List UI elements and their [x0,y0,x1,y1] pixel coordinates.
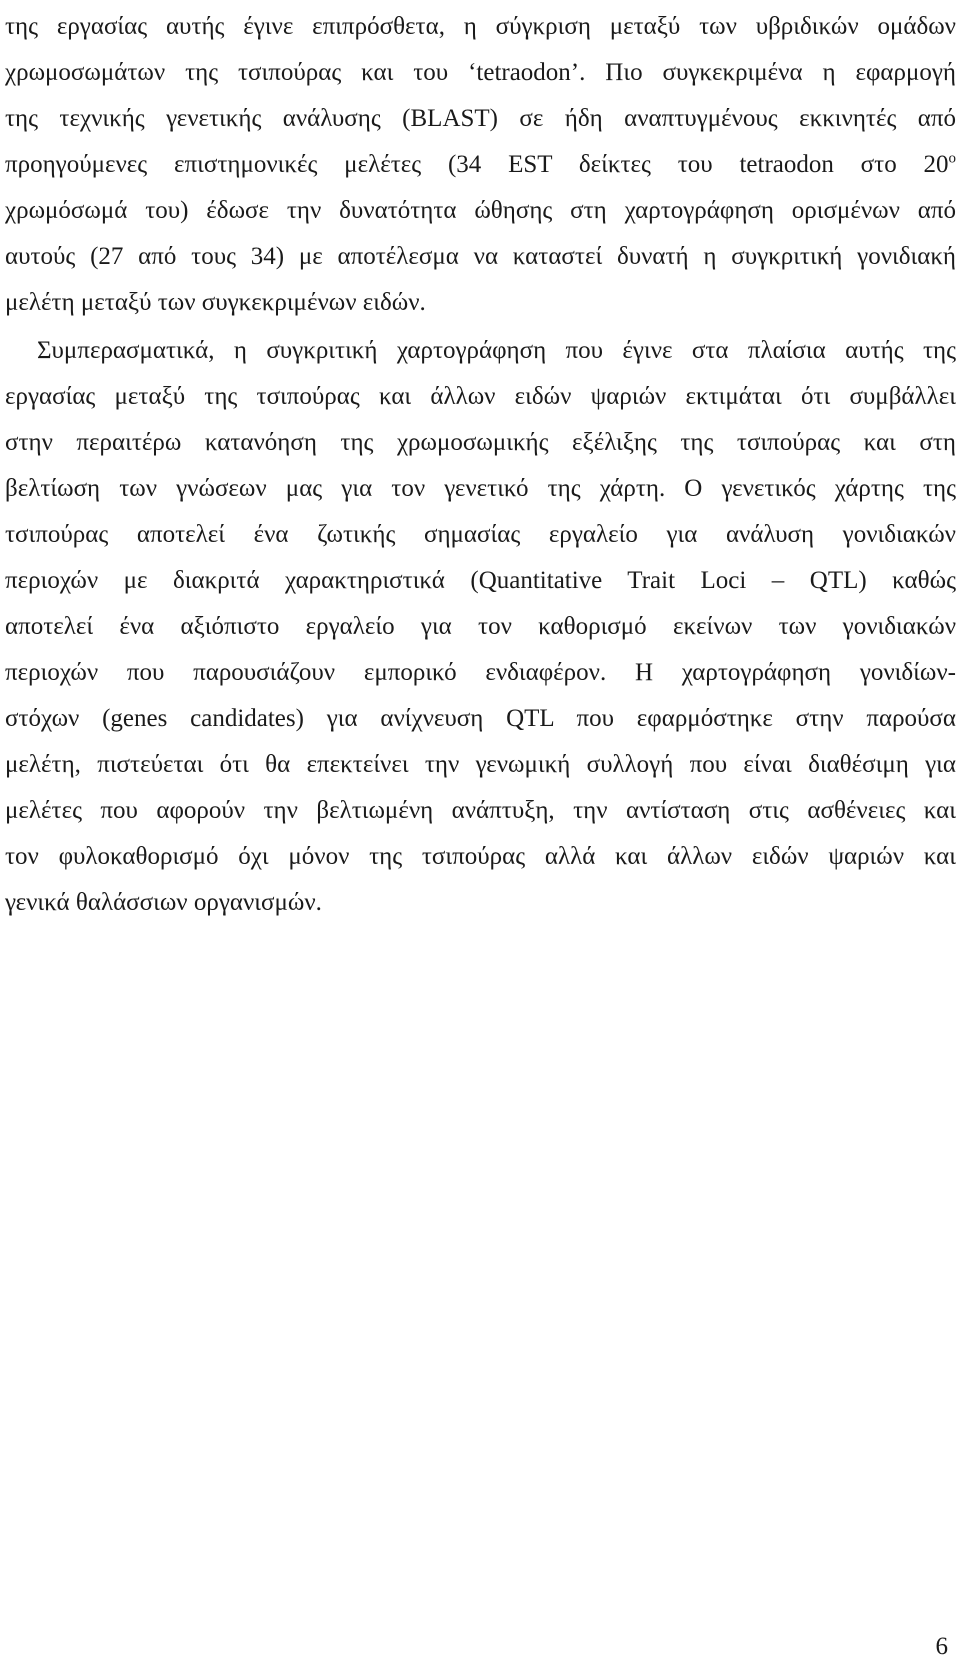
text-line: περιοχών με διακριτά χαρακτηριστικά (Quantitative Trait Loci – QTL) καθώς [5,567,956,594]
text-line: περιοχών που παρουσιάζουν εμπορικό ενδιαφέρον. Η χαρτογράφηση γονιδίων- [5,659,956,686]
text-line: μελέτες που αφορούν την βελτιωμένη ανάπτυξη, την αντίσταση στις ασθένειες και [5,797,956,824]
text-line: στόχων (genes candidates) για ανίχνευση QTL που εφαρμόστηκε στην παρούσα [5,705,956,732]
text-line: τον φυλοκαθορισμό όχι μόνον της τσιπούρας αλλά και άλλων ειδών ψαριών και [5,843,956,870]
paragraph-conclusions [5,328,956,926]
text-line: γενικά θαλάσσιων οργανισμών. [5,889,322,916]
text-line: χρωμόσωμά του) έδωσε την δυνατότητα ώθησης στη χαρτογράφηση ορισμένων από [5,197,956,224]
text-line: εργασίας μεταξύ της τσιπούρας και άλλων ειδών ψαριών εκτιμάται ότι συμβάλλει [5,383,956,410]
text-line: χρωμοσωμάτων της τσιπούρας και του ‘tetraodon’. Πιο συγκεκριμένα η εφαρμογή [5,59,956,86]
text-line: βελτίωση των γνώσεων μας για τον γενετικό της χάρτη. Ο γενετικός χάρτης της [5,475,956,502]
text-line: αποτελεί ένα αξιόπιστο εργαλείο για τον καθορισμό εκείνων των γονιδιακών [5,613,956,640]
text-line: της τεχνικής γενετικής ανάλυσης (BLAST) σε ήδη αναπτυγμένους εκκινητές από [5,105,956,132]
text-line: μελέτη, πιστεύεται ότι θα επεκτείνει την γενωμική συλλογή που είναι διαθέσιμη για [5,751,956,778]
text-line-main: προηγούμενες επιστημονικές μελέτες (34 EST δείκτες του tetraodon στο 20 [5,151,949,178]
text-line-with-superscript [5,142,956,188]
text-line: Συμπερασματικά, η συγκριτική χαρτογράφηση που έγινε στα πλαίσια αυτής της [37,337,956,364]
text-line: της εργασίας αυτής έγινε επιπρόσθετα, η σύγκριση μεταξύ των υβριδικών ομάδων [5,13,956,40]
text-line: στην περαιτέρω κατανόηση της χρωμοσωμικής εξέλιξης της τσιπούρας και στη [5,429,956,456]
text-line: μελέτη μεταξύ των συγκεκριμένων ειδών. [5,289,426,316]
page-number: 6 [935,1633,948,1660]
ordinal-superscript: ο [948,150,956,167]
text-line: αυτούς (27 από τους 34) με αποτέλεσμα να καταστεί δυνατή η συγκριτική γονιδιακή [5,243,956,270]
text-line: τσιπούρας αποτελεί ένα ζωτικής σημασίας εργαλείο για ανάλυση γονιδιακών [5,521,956,548]
paragraph-comparative-mapping [5,4,956,326]
